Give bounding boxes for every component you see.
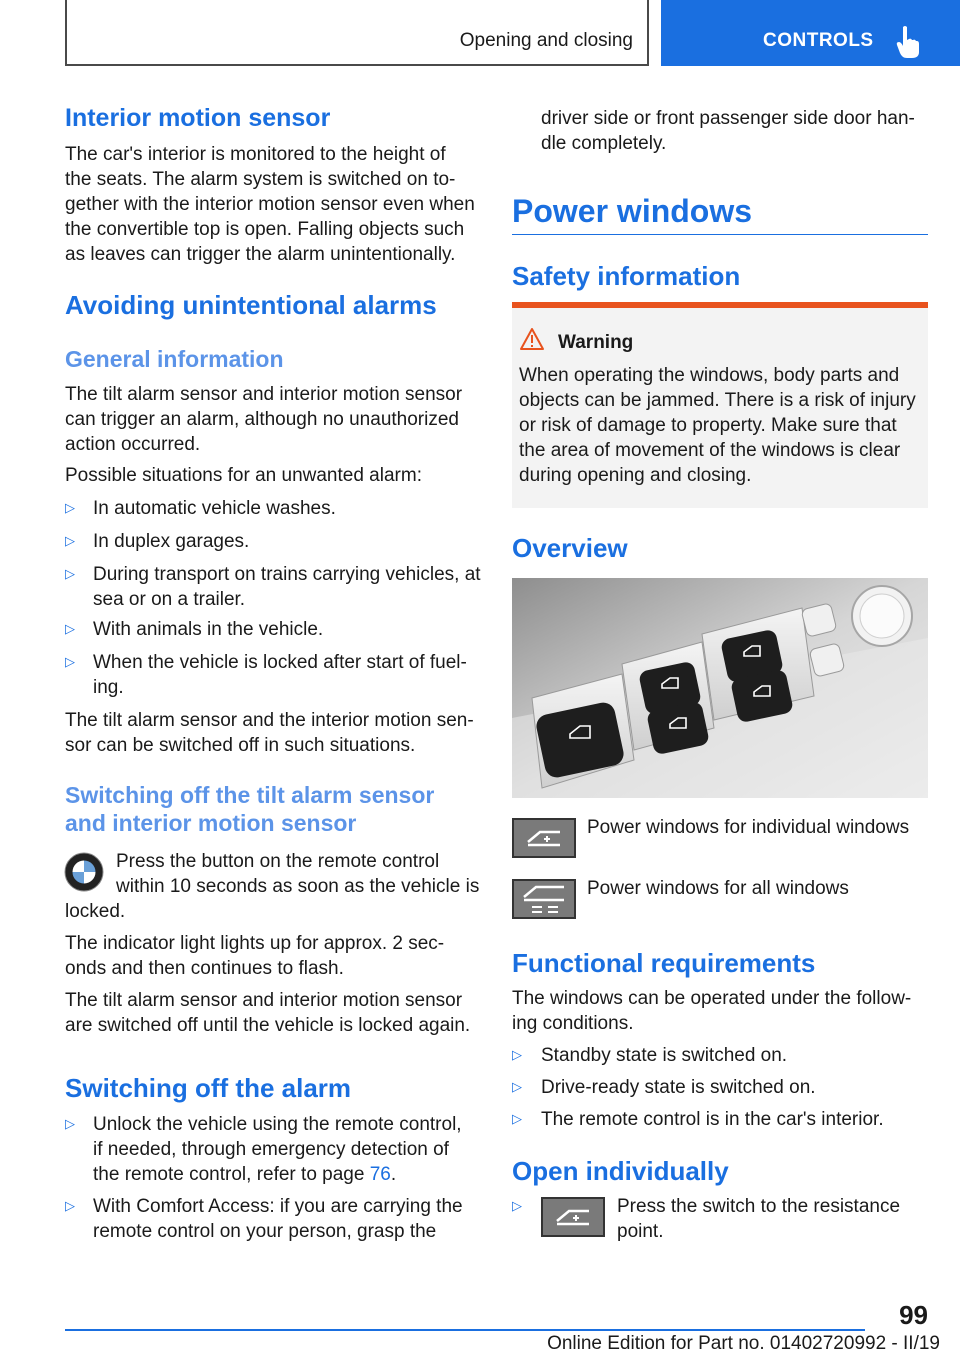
warning-triangle-icon (519, 327, 545, 351)
bullet-triangle-icon: ▷ (65, 533, 75, 548)
footer-rule (65, 1329, 865, 1331)
warning-line-3: or risk of damage to property. Make sure that (519, 415, 897, 436)
bullet-triangle-icon: ▷ (512, 1198, 522, 1213)
warning-line-4: the area of movement of the windows is clear (519, 440, 901, 461)
alarm-bullet1-line-1: Unlock the vehicle using the remote control, (93, 1114, 462, 1135)
heading-rule (512, 234, 928, 235)
para-functional-line-1: The windows can be operated under the follow- (512, 988, 912, 1009)
bullet-triangle-icon: ▷ (65, 566, 75, 581)
bullet-triangle-icon: ▷ (65, 1198, 75, 1213)
pointing-hand-icon (893, 24, 923, 60)
alarm-bullet1-line-2: if needed, through emergency detection of (93, 1139, 449, 1160)
open-line-1: Press the switch to the resistance (617, 1196, 901, 1217)
warning-line-2: objects can be jammed. There is a risk of injury (519, 390, 916, 411)
page-number: 99 (899, 1300, 928, 1330)
para-press-line-1: Press the button on the remote control (116, 851, 440, 872)
para-interior-line-5: as leaves can trigger the alarm unintentionally. (65, 244, 456, 265)
bmw-logo-icon (64, 852, 104, 892)
list-item-fueling-line-2: ing. (93, 677, 124, 698)
list-item-transport-line-1: During transport on trains carrying vehicles, at (93, 564, 481, 585)
para-interior-line-2: the seats. The alarm system is switched on to- (65, 169, 456, 190)
heading-overview: Overview (512, 533, 628, 563)
para-functional-line-2: ing conditions. (512, 1013, 634, 1034)
bullet-triangle-icon: ▷ (512, 1047, 522, 1062)
para-possible-situations: Possible situations for an unwanted alarm: (65, 465, 422, 486)
para-interior-line-4: the convertible top is open. Falling objects such (65, 219, 465, 240)
req-remote-control: The remote control is in the car's interior. (541, 1109, 884, 1130)
para-general-line-2: can trigger an alarm, although no unauthorized (65, 409, 459, 430)
para-interior-line-3: gether with the interior motion sensor even when (65, 194, 475, 215)
para-until-line-1: The tilt alarm sensor and interior motion sensor (65, 990, 463, 1011)
list-item-car-wash: In automatic vehicle washes. (93, 498, 336, 519)
list-item-duplex: In duplex garages. (93, 531, 250, 552)
bullet-triangle-icon: ▷ (512, 1079, 522, 1094)
open-line-2: point. (617, 1221, 664, 1242)
para-until-line-2: are switched off until the vehicle is locked again. (65, 1015, 471, 1036)
cont-line-2: dle completely. (541, 133, 667, 154)
para-interior-line-1: The car's interior is monitored to the height of (65, 144, 446, 165)
alarm-bullet2-line-1: With Comfort Access: if you are carrying the (93, 1196, 463, 1217)
warning-line-5: during opening and closing. (519, 465, 752, 486)
power-window-switches-photo (512, 578, 928, 798)
heading-switching-off-alarm: Switching off the alarm (65, 1073, 352, 1103)
alarm-bullet1-period: . (390, 1164, 397, 1185)
para-general-line-3: action occurred. (65, 434, 201, 455)
bullet-triangle-icon: ▷ (65, 654, 75, 669)
heading-open-individually: Open individually (512, 1156, 729, 1186)
individual-window-switch-icon (541, 1197, 605, 1237)
alarm-bullet1-text: the remote control, refer to page (93, 1164, 370, 1185)
warning-line-1: When operating the windows, body parts and (519, 365, 900, 386)
all-windows-switch-icon (512, 879, 576, 919)
alarm-bullet1-line-3 (93, 1162, 396, 1187)
list-item-fueling-line-1: When the vehicle is locked after start of fuel- (93, 652, 467, 673)
para-switch-line-1: The tilt alarm sensor and the interior motion sen- (65, 710, 474, 731)
heading-interior-motion-sensor: Interior motion sensor (65, 104, 331, 132)
req-standby: Standby state is switched on. (541, 1045, 788, 1066)
list-item-animals: With animals in the vehicle. (93, 619, 324, 640)
req-drive-ready: Drive-ready state is switched on. (541, 1077, 816, 1098)
icon1-description: Power windows for individual windows (587, 817, 910, 838)
heading-switching-off-line-1: Switching off the tilt alarm sensor (65, 782, 435, 808)
icon2-description: Power windows for all windows (587, 878, 849, 899)
bullet-triangle-icon: ▷ (65, 621, 75, 636)
alarm-bullet2-line-2: remote control on your person, grasp the (93, 1221, 437, 1242)
page-76-link[interactable]: 76 (369, 1164, 391, 1185)
header-tab-label: CONTROLS (763, 30, 874, 51)
bullet-triangle-icon: ▷ (65, 500, 75, 515)
para-press-line-3: locked. (65, 901, 126, 922)
para-general-line-1: The tilt alarm sensor and interior motion sensor (65, 384, 463, 405)
heading-avoiding-alarms: Avoiding unintentional alarms (65, 290, 437, 320)
bullet-triangle-icon: ▷ (512, 1111, 522, 1126)
para-switch-line-2: sor can be switched off in such situations. (65, 735, 416, 756)
heading-functional-requirements: Functional requirements (512, 948, 816, 978)
header-section-box (65, 0, 649, 66)
warning-title: Warning (558, 332, 634, 353)
bullet-triangle-icon: ▷ (65, 1116, 75, 1131)
heading-power-windows: Power windows (512, 193, 753, 229)
header-section-title: Opening and closing (459, 30, 633, 51)
list-item-transport-line-2: sea or on a trailer. (93, 589, 246, 610)
para-indicator-line-1: The indicator light lights up for approx. 2 sec- (65, 933, 445, 954)
heading-safety-information: Safety information (512, 261, 741, 291)
footer-edition: Online Edition for Part no. 01402720992 - II/19 (547, 1333, 940, 1354)
heading-general-information: General information (65, 346, 284, 372)
para-indicator-line-2: onds and then continues to flash. (65, 958, 344, 979)
header-controls-tab[interactable] (661, 0, 960, 66)
heading-switching-off-line-2: and interior motion sensor (65, 810, 357, 836)
cont-line-1: driver side or front passenger side door han- (541, 108, 915, 129)
individual-window-switch-icon (512, 818, 576, 858)
para-press-line-2: within 10 seconds as soon as the vehicle is (116, 876, 480, 897)
